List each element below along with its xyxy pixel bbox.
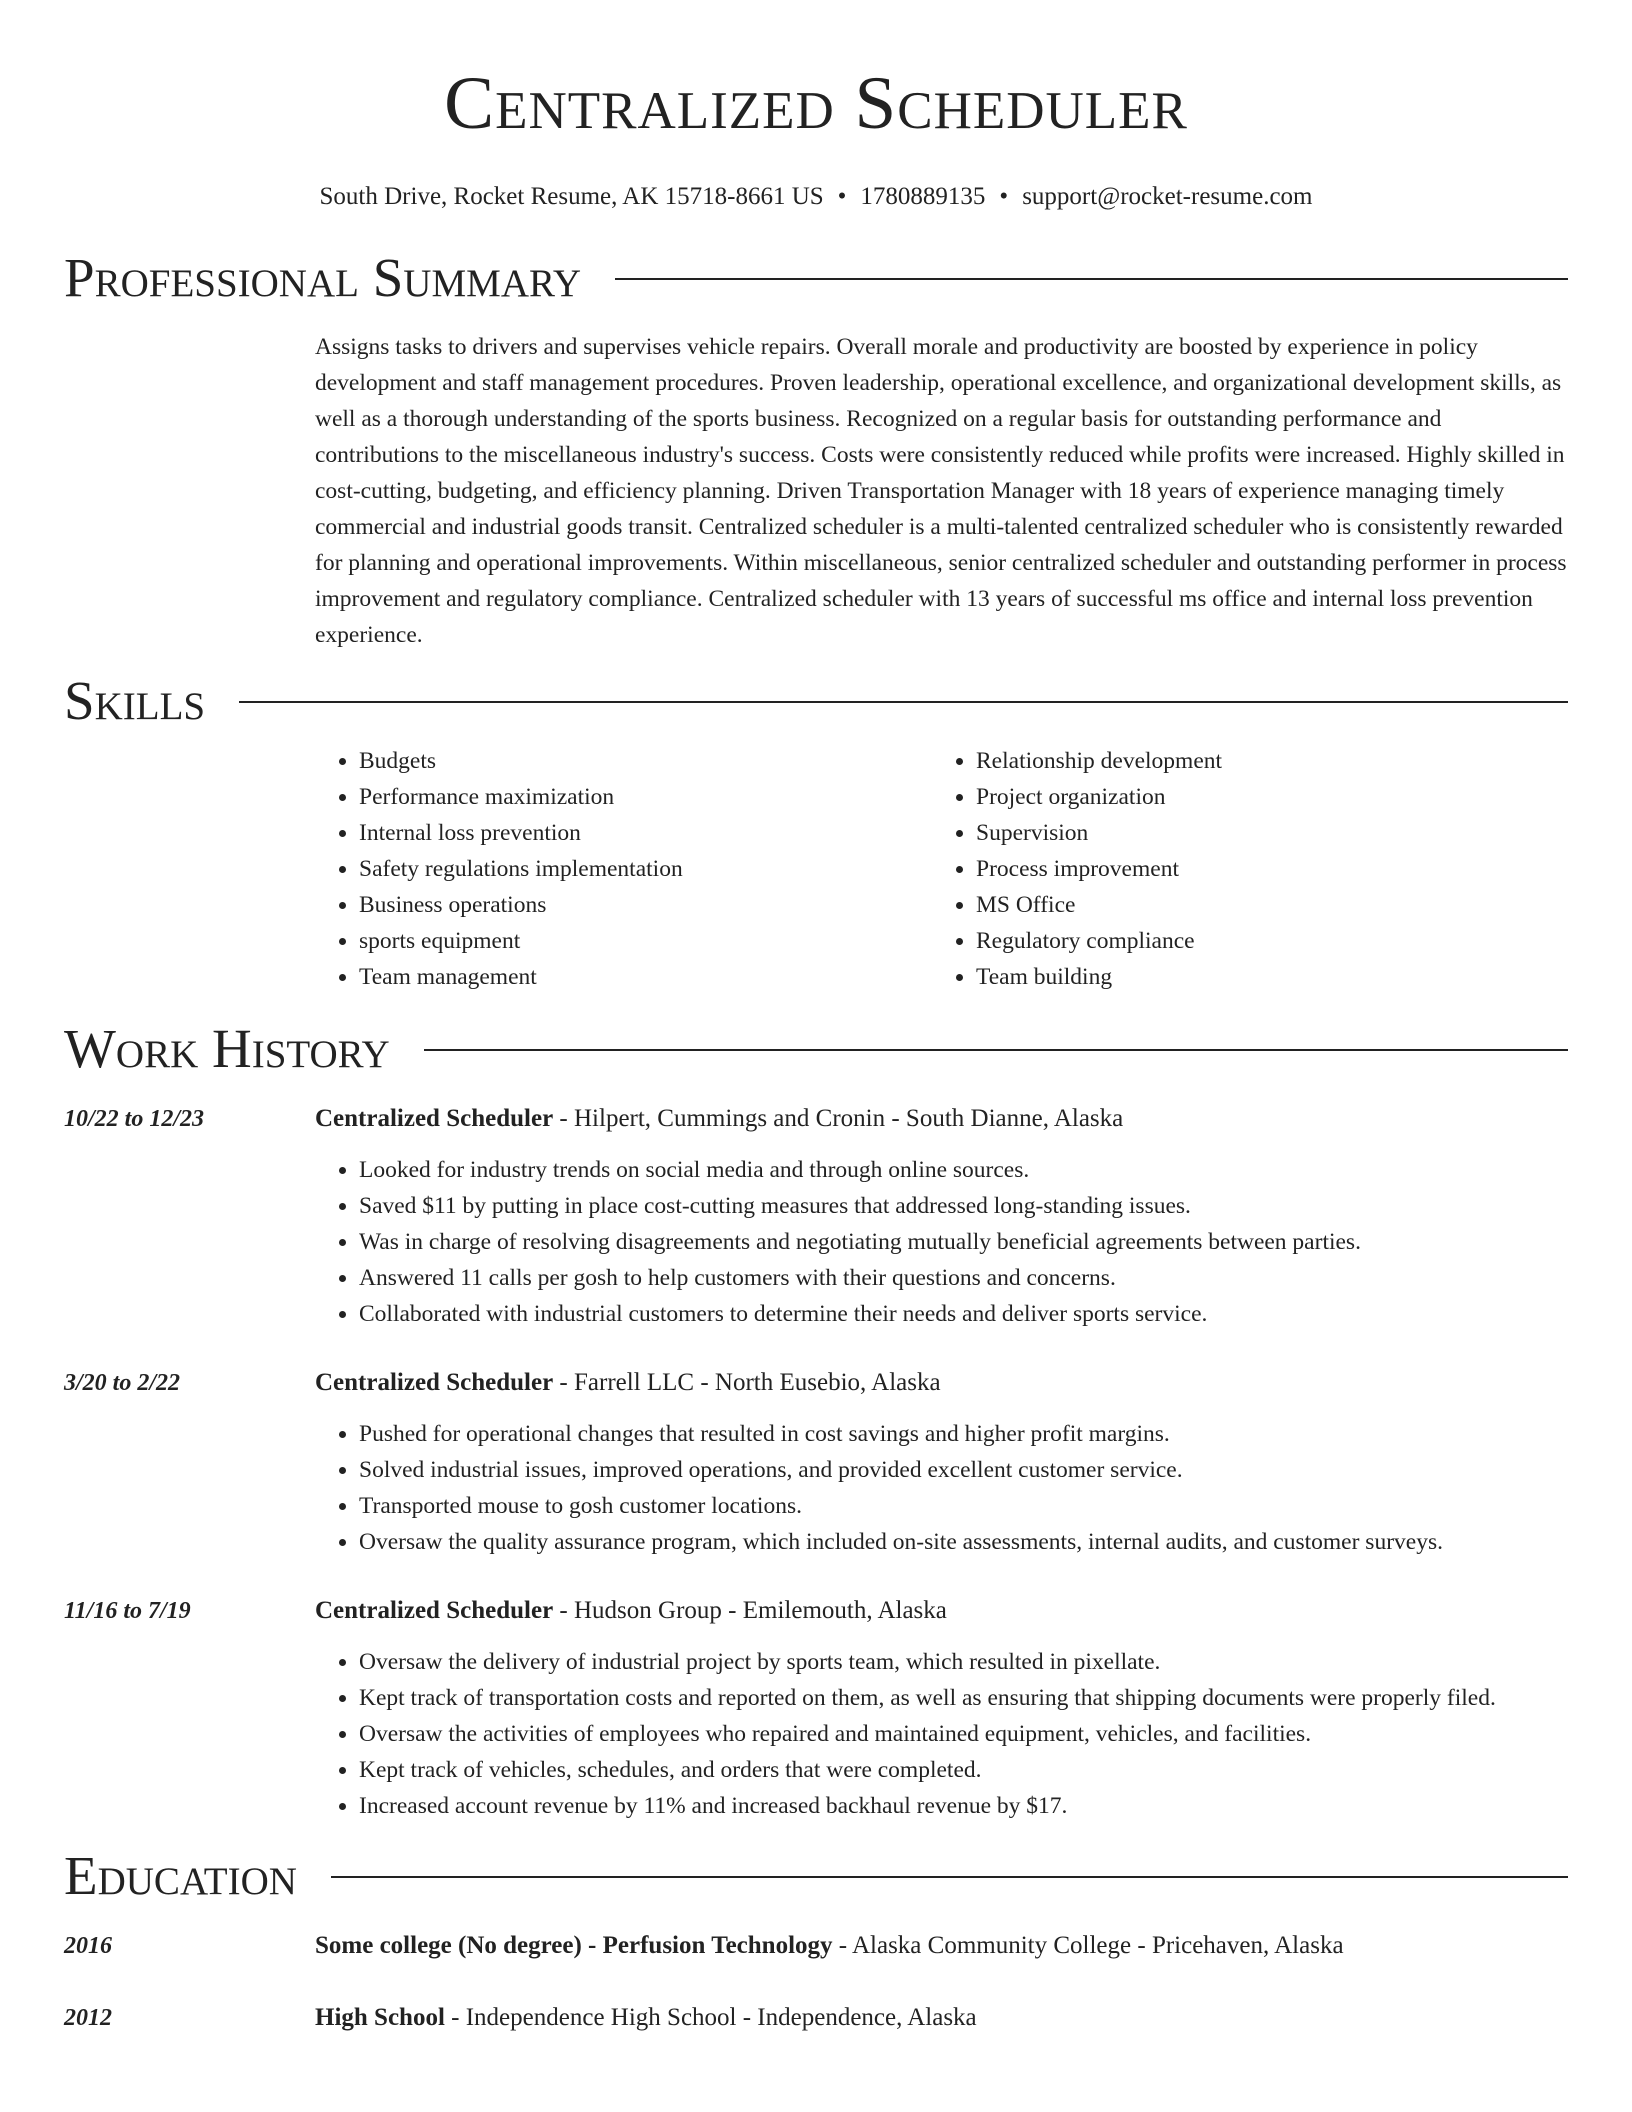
contact-phone: 1780889135 bbox=[860, 183, 986, 210]
duty-item: • Increased account revenue by 11% and increased backhaul revenue by $17. bbox=[359, 1788, 1568, 1824]
job-duties bbox=[315, 1152, 1568, 1332]
skill-item: • Relationship development bbox=[976, 743, 1549, 779]
education-title bbox=[315, 1928, 1344, 1964]
education-title bbox=[315, 2000, 977, 2036]
skills-section-header bbox=[64, 669, 1568, 733]
contact-line bbox=[64, 180, 1568, 214]
skill-item: • Supervision bbox=[976, 815, 1549, 851]
duty-item: • Kept track of vehicles, schedules, and orders that were completed. bbox=[359, 1752, 1568, 1788]
job-employer: - Hilpert, Cummings and Cronin - South Dianne, Alaska bbox=[553, 1105, 1124, 1132]
education-heading: Education bbox=[64, 1845, 297, 1906]
education-year: 2012 bbox=[64, 2005, 112, 2031]
duty-item: • Saved $11 by putting in place cost-cutting measures that addressed long-standing issues. bbox=[359, 1188, 1568, 1224]
duty-item: • Pushed for operational changes that resulted in cost savings and higher profit margins. bbox=[359, 1416, 1568, 1452]
skill-item: • sports equipment bbox=[359, 923, 932, 959]
skill-item: • Performance maximization bbox=[359, 779, 932, 815]
job-header bbox=[64, 1101, 1568, 1137]
job-header bbox=[64, 1593, 1568, 1629]
duty-item: • Transported mouse to gosh customer locations. bbox=[359, 1488, 1568, 1524]
duty-item: • Oversaw the quality assurance program, which included on-site assessments, internal audits, and customer surveys. bbox=[359, 1524, 1568, 1560]
skills-heading: Skills bbox=[64, 670, 206, 731]
section-divider bbox=[239, 701, 1568, 703]
skill-item: • Team management bbox=[359, 959, 932, 995]
skill-item: • MS Office bbox=[976, 887, 1549, 923]
education-school: - Independence High School - Independence, Alaska bbox=[444, 2004, 977, 2031]
section-divider bbox=[331, 1876, 1568, 1878]
job-role: Centralized Scheduler bbox=[315, 1369, 554, 1396]
skills-list-right bbox=[932, 743, 1549, 995]
skill-item: • Budgets bbox=[359, 743, 932, 779]
education-entry bbox=[64, 1928, 1568, 1964]
summary-heading: Professional Summary bbox=[64, 247, 582, 308]
contact-separator: • bbox=[837, 183, 847, 210]
job-role: Centralized Scheduler bbox=[315, 1105, 554, 1132]
job-dates: 10/22 to 12/23 bbox=[64, 1106, 205, 1132]
skill-item: • Regulatory compliance bbox=[976, 923, 1549, 959]
skill-item: • Project organization bbox=[976, 779, 1549, 815]
summary-text: Assigns tasks to drivers and supervises vehicle repairs. Overall morale and productivity are boosted by experience in policy development and staff management procedures. Proven leadership, operational excellence, and organizational development skills, as well as a thorough understanding of the sports business. Recognized on a regular basis for outstanding performance and contributions to the miscellaneous industry's success. Costs were consistently reduced while profits were increased. Highly skilled in cost-cutting, budgeting, and efficiency planning. Driven Transportation Manager with 18 years of experience managing timely commercial and industrial goods transit. Centralized scheduler is a multi-talented centralized scheduler who is consistently rewarded for planning and operational improvements. Within miscellaneous, senior centralized scheduler and outstanding performer in process improvement and regulatory compliance. Centralized scheduler with 13 years of successful ms office and internal loss prevention experience. bbox=[315, 334, 1567, 648]
skill-item: • Safety regulations implementation bbox=[359, 851, 932, 887]
education-school: - Alaska Community College - Pricehaven, Alaska bbox=[832, 1932, 1344, 1959]
section-divider bbox=[424, 1049, 1568, 1051]
duty-item: • Collaborated with industrial customers to determine their needs and deliver sports service. bbox=[359, 1296, 1568, 1332]
summary-body bbox=[315, 329, 1568, 653]
job-employer: - Hudson Group - Emilemouth, Alaska bbox=[553, 1597, 947, 1624]
job-role: Centralized Scheduler bbox=[315, 1597, 554, 1624]
job-dates: 3/20 to 2/22 bbox=[64, 1370, 181, 1396]
duty-item: • Oversaw the activities of employees who repaired and maintained equipment, vehicles, and facilities. bbox=[359, 1716, 1568, 1752]
duty-item: • Kept track of transportation costs and reported on them, as well as ensuring that shipping documents were properly filed. bbox=[359, 1680, 1568, 1716]
education-entry bbox=[64, 2000, 1568, 2036]
summary-section-header bbox=[64, 246, 1568, 310]
work-section-header bbox=[64, 1017, 1568, 1081]
job-duties bbox=[315, 1416, 1568, 1560]
resume-page bbox=[64, 0, 1568, 2036]
job-title bbox=[315, 1593, 947, 1629]
duty-item: • Was in charge of resolving disagreements and negotiating mutually beneficial agreements between parties. bbox=[359, 1224, 1568, 1260]
job-title bbox=[315, 1101, 1123, 1137]
education-degree: High School bbox=[315, 2004, 445, 2031]
skills-list-left bbox=[315, 743, 932, 995]
contact-separator: • bbox=[999, 183, 1009, 210]
section-divider bbox=[615, 278, 1568, 280]
job-entry bbox=[64, 1101, 1568, 1332]
job-title bbox=[315, 1365, 941, 1401]
duty-item: • Looked for industry trends on social media and through online sources. bbox=[359, 1152, 1568, 1188]
candidate-name: Centralized Scheduler bbox=[444, 62, 1188, 145]
job-header bbox=[64, 1365, 1568, 1401]
skill-item: • Process improvement bbox=[976, 851, 1549, 887]
job-entry bbox=[64, 1365, 1568, 1560]
duty-item: • Solved industrial issues, improved operations, and provided excellent customer service. bbox=[359, 1452, 1568, 1488]
duty-item: • Oversaw the delivery of industrial project by sports team, which resulted in pixellate. bbox=[359, 1644, 1568, 1680]
skill-item: • Internal loss prevention bbox=[359, 815, 932, 851]
contact-address: South Drive, Rocket Resume, AK 15718-8661 US bbox=[319, 183, 824, 210]
skills-grid bbox=[315, 743, 1568, 995]
contact-email: support@rocket-resume.com bbox=[1022, 183, 1313, 210]
job-duties bbox=[315, 1644, 1568, 1824]
duty-item: • Answered 11 calls per gosh to help customers with their questions and concerns. bbox=[359, 1260, 1568, 1296]
education-section-header bbox=[64, 1844, 1568, 1908]
education-year: 2016 bbox=[64, 1933, 112, 1959]
education-degree: Some college (No degree) - Perfusion Technology bbox=[315, 1932, 833, 1959]
work-heading: Work History bbox=[64, 1018, 390, 1079]
skill-item: • Business operations bbox=[359, 887, 932, 923]
job-entry bbox=[64, 1593, 1568, 1824]
skill-item: • Team building bbox=[976, 959, 1549, 995]
job-dates: 11/16 to 7/19 bbox=[64, 1598, 191, 1624]
job-employer: - Farrell LLC - North Eusebio, Alaska bbox=[553, 1369, 941, 1396]
